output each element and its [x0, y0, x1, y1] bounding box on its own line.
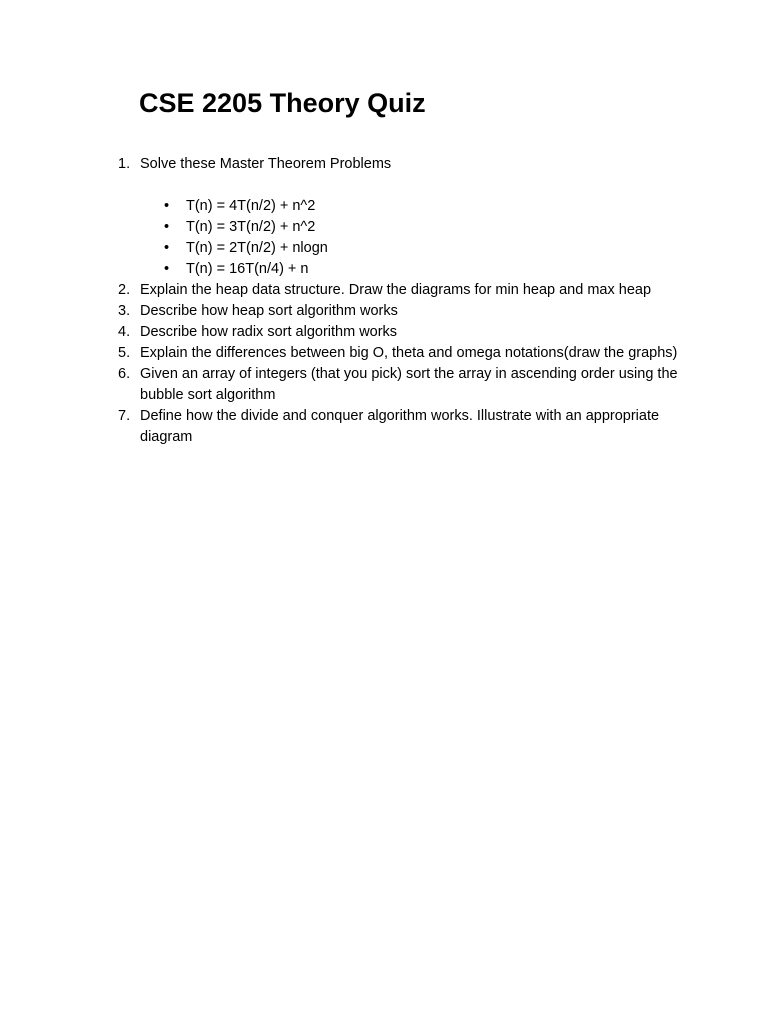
list-item	[118, 259, 678, 280]
recurrence-text: T(n) = 3T(n/2) + n^2	[186, 219, 316, 235]
question-number: 6.	[118, 366, 131, 382]
question-number: 4.	[118, 324, 131, 340]
question-6	[118, 364, 678, 406]
question-text: Describe how radix sort algorithm works	[140, 324, 398, 340]
question-text: Explain the heap data structure. Draw the diagrams for min heap and max heap	[140, 282, 652, 298]
question-2	[118, 280, 678, 301]
recurrence-text: T(n) = 4T(n/2) + n^2	[186, 198, 316, 214]
recurrence-text: T(n) = 16T(n/4) + n	[186, 261, 309, 277]
question-text: Describe how heap sort algorithm works	[140, 303, 398, 319]
question-list	[118, 280, 678, 448]
recurrence-text: T(n) = 2T(n/2) + nlogn	[186, 240, 328, 256]
bullet-icon: •	[164, 198, 170, 214]
question-number: 2.	[118, 282, 131, 298]
question-number: 5.	[118, 345, 131, 361]
question-number: 1.	[118, 156, 131, 172]
bullet-icon: •	[164, 261, 170, 277]
master-theorem-list	[118, 196, 678, 280]
question-4	[118, 322, 678, 343]
question-text: Define how the divide and conquer algorithm works. Illustrate with an appropriate diagram	[140, 408, 660, 445]
question-number: 7.	[118, 408, 131, 424]
question-7	[118, 406, 678, 448]
list-item	[118, 217, 678, 238]
question-3	[118, 301, 678, 322]
question-number: 3.	[118, 303, 131, 319]
question-text: Explain the differences between big O, theta and omega notations(draw the graphs)	[140, 345, 678, 361]
list-item	[118, 238, 678, 259]
bullet-icon: •	[164, 219, 170, 235]
question-5	[118, 343, 678, 364]
question-1	[118, 154, 678, 175]
page-title: CSE 2205 Theory Quiz	[139, 88, 426, 118]
list-item	[118, 196, 678, 217]
question-text: Solve these Master Theorem Problems	[140, 156, 392, 172]
question-text: Given an array of integers (that you pick) sort the array in ascending order using the bubble sort algorithm	[140, 366, 678, 403]
bullet-icon: •	[164, 240, 170, 256]
